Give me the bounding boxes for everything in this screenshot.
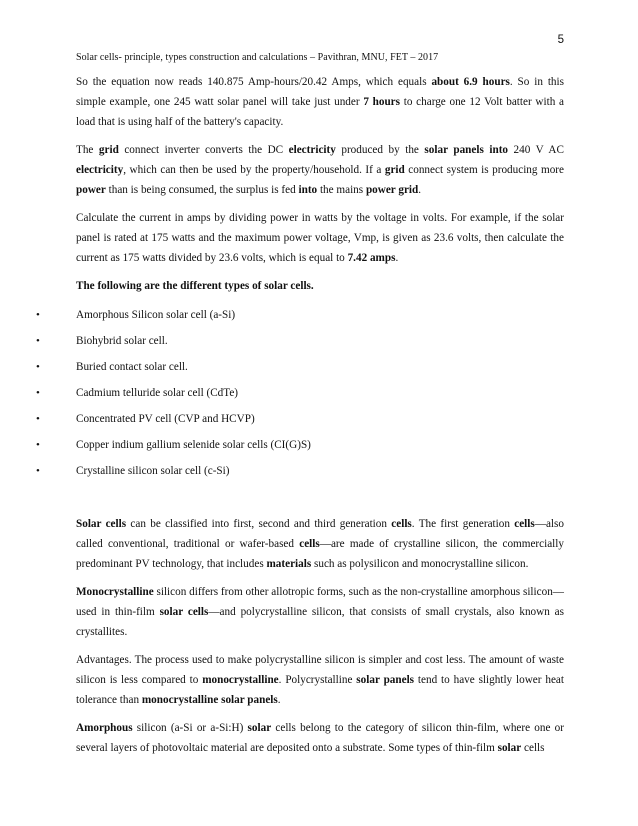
bullet-icon: • — [36, 387, 40, 399]
list-item: • Buried contact solar cell. — [36, 361, 188, 373]
list-item: • Amorphous Silicon solar cell (a-Si) — [36, 309, 236, 321]
list-item: • Copper indium gallium selenide solar cells (CI(G)S) — [36, 439, 311, 451]
solar-cell-types-list — [36, 308, 564, 478]
bullet-icon: • — [36, 465, 40, 477]
document-body — [36, 72, 565, 766]
page-number: 5 — [557, 34, 564, 46]
paragraph-grid-inverter: The grid connect inverter converts the DC electricity produced by the solar panels into 240 V AC electricity, which can then be used by the property/household. If a grid connect system is producing more power than is being consumed, the surplus is fed into the mains power grid. — [76, 144, 564, 196]
paragraph-monocrystalline: Monocrystalline silicon differs from other allotropic forms, such as the non-crystalline amorphous silicon—used in thin-film solar cells—and polycrystalline silicon, that consists of small crystals, also known as crystallites. — [76, 586, 564, 638]
paragraph-charging-time: So the equation now reads 140.875 Amp-hours/20.42 Amps, which equals about 6.9 hours. So in this simple example, one 245 watt solar panel will take just under 7 hours to charge one 12 Volt batter with a load that is using half of the battery's capacity. — [76, 76, 565, 128]
list-item: • Concentrated PV cell (CVP and HCVP) — [36, 413, 255, 425]
paragraph-amorphous: Amorphous silicon (a-Si or a-Si:H) solar cells belong to the category of silicon thin-film, where one or several layers of photovoltaic material are deposited onto a substrate. Some types of thin-film solar cells — [76, 722, 564, 754]
paragraph-current-calculation: Calculate the current in amps by dividing power in watts by the voltage in volts. For example, if the solar panel is rated at 175 watts and the maximum power voltage, Vmp, is given as 23.6 volts, then calculate the current as 175 watts divided by 23.6 volts, which is equal to 7.42 amps. — [76, 212, 564, 264]
bullet-icon: • — [36, 439, 40, 451]
bullet-icon: • — [36, 335, 40, 347]
paragraph-advantages: Advantages. The process used to make polycrystalline silicon is simpler and cost less. The amount of waste silicon is less compared to monocrystalline. Polycrystalline solar panels tend to have slightly lower heat tolerance than monocrystalline solar panels. — [76, 654, 564, 706]
list-item: • Crystalline silicon solar cell (c-Si) — [36, 465, 230, 477]
bullet-icon: • — [36, 413, 40, 425]
paragraph-cell-generations: Solar cells can be classified into first, second and third generation cells. The first generation cells—also called conventional, traditional or wafer-based cells—are made of crystalline silicon, the commercially predominant PV technology, that includes materials such as polysilicon and monocrystalline silicon. — [76, 518, 564, 570]
running-header: Solar cells- principle, types construction and calculations – Pavithran, MNU, FET – 2017 — [76, 52, 439, 63]
list-item: • Biohybrid solar cell. — [36, 335, 168, 347]
bullet-icon: • — [36, 309, 40, 321]
bullet-icon: • — [36, 361, 40, 373]
list-heading: The following are the different types of solar cells. — [76, 280, 314, 292]
list-item: • Cadmium telluride solar cell (CdTe) — [36, 387, 239, 399]
